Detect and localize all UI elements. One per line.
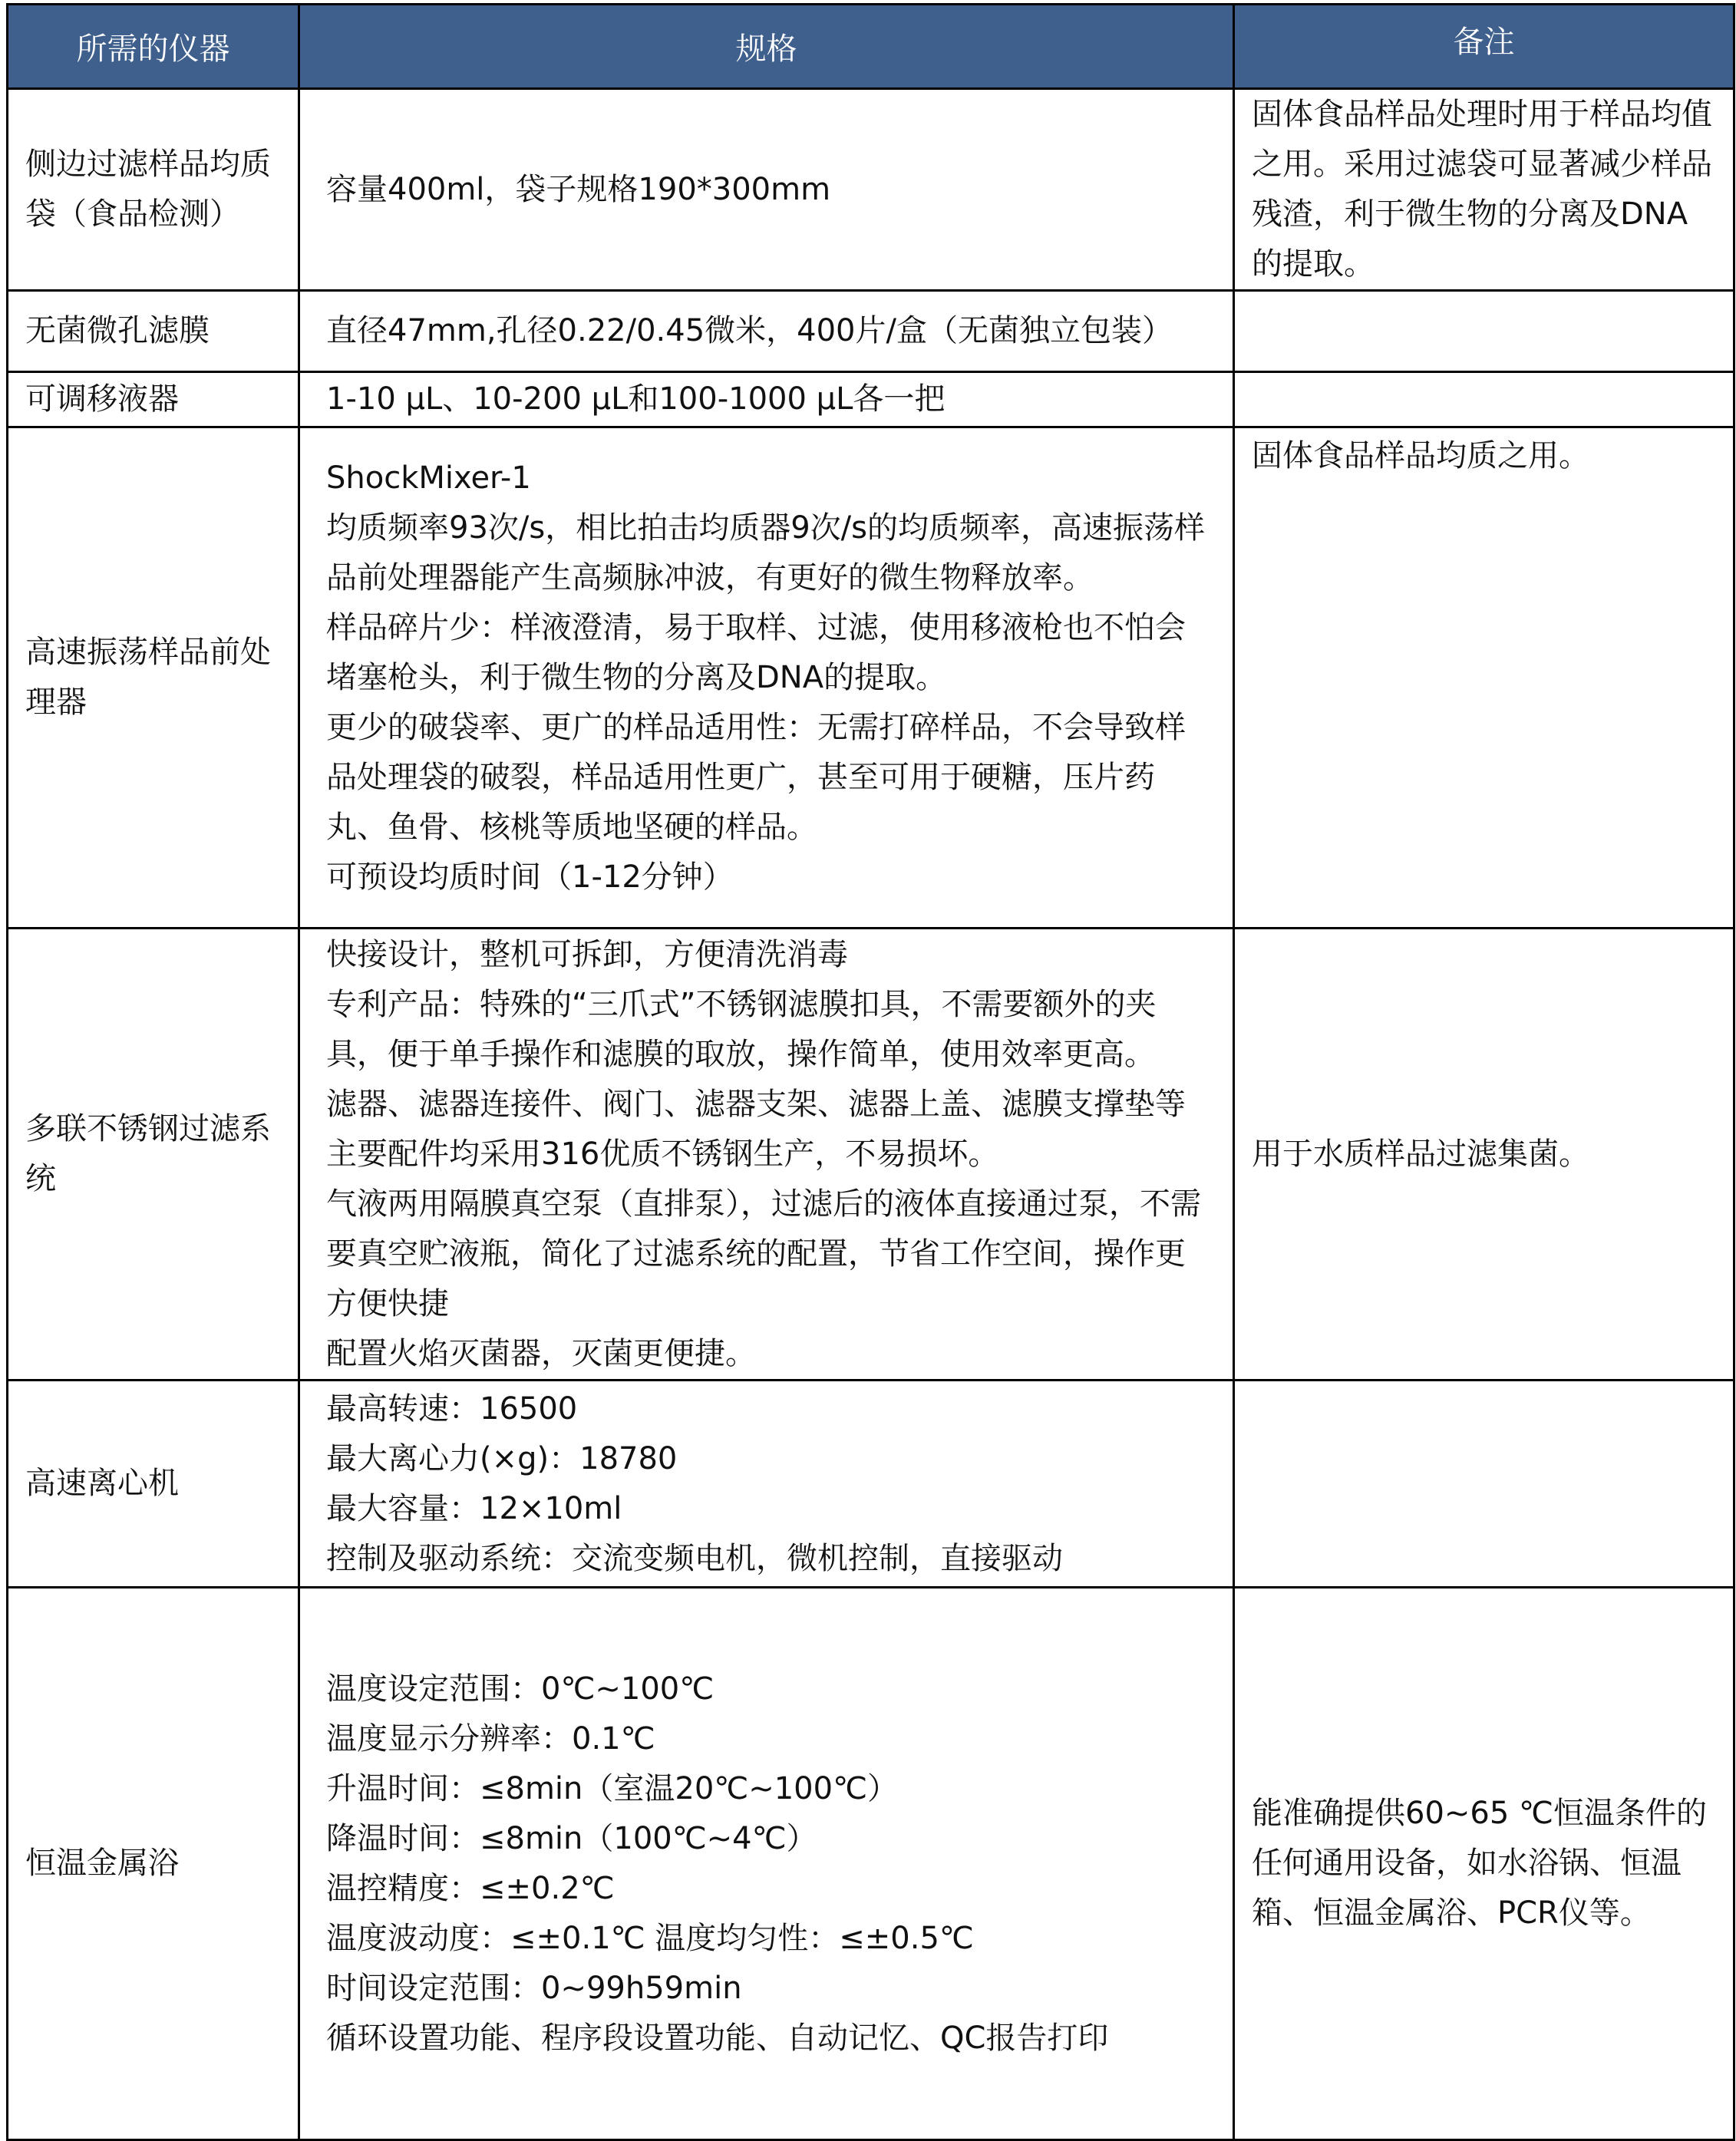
spec-cell [299, 291, 1234, 372]
spec-line: 滤器、滤器连接件、阀门、滤器支架、滤器上盖、滤膜支撑垫等主要配件均采用316优质不锈钢生产，不易损坏。 [326, 1086, 1186, 1172]
instrument-name: 高速离心机 [8, 1381, 299, 1588]
note-cell [1234, 372, 1734, 427]
note-cell: 固体食品样品处理时用于样品均值之用。采用过滤袋可显著减少样品残渣，利于微生物的分离及DNA的提取。 [1234, 89, 1734, 291]
spec-line: 最大容量：12×10ml [326, 1490, 622, 1526]
instrument-name: 高速振荡样品前处理器 [8, 427, 299, 929]
table-row [8, 89, 1734, 291]
spec-line: 容量400ml，袋子规格190*300mm [326, 171, 831, 207]
spec-line: 直径47mm,孔径0.22/0.45微米，400片/盒（无菌独立包装） [326, 313, 1173, 348]
note-cell [1234, 1381, 1734, 1588]
spec-cell [299, 89, 1234, 291]
note-cell: 用于水质样品过滤集菌。 [1234, 929, 1734, 1381]
note-cell: 能准确提供60~65 ℃恒温条件的任何通用设备，如水浴锅、恒温箱、恒温金属浴、PCR仪等。 [1234, 1588, 1734, 2140]
spec-line: 升温时间：≤8min（室温20℃~100℃） [326, 1770, 898, 1806]
spec-line: 快接设计，整机可拆卸，方便清洗消毒 [326, 936, 848, 972]
spec-line: 温度波动度：≤±0.1℃ 温度均匀性：≤±0.5℃ [326, 1920, 974, 1956]
instrument-name: 无菌微孔滤膜 [8, 291, 299, 372]
table-row [8, 1381, 1734, 1588]
instrument-name: 侧边过滤样品均质袋（食品检测） [8, 89, 299, 291]
spec-line: 时间设定范围：0~99h59min [326, 1970, 742, 2006]
header-spec: 规格 [299, 5, 1234, 89]
spec-line: 温控精度：≤±0.2℃ [326, 1870, 615, 1906]
table-row [8, 291, 1734, 372]
table-row [8, 929, 1734, 1381]
spec-line: 气液两用隔膜真空泵（直排泵），过滤后的液体直接通过泵，不需要真空贮液瓶，简化了过滤系统的配置，节省工作空间，操作更方便快捷 [326, 1186, 1201, 1321]
header-row [8, 5, 1734, 89]
instrument-name: 多联不锈钢过滤系统 [8, 929, 299, 1381]
spec-line: 可预设均质时间（1-12分钟） [326, 859, 734, 895]
spec-cell [299, 1588, 1234, 2140]
header-instrument: 所需的仪器 [8, 5, 299, 89]
note-cell: 固体食品样品均质之用。 [1234, 427, 1734, 929]
spec-line: 样品碎片少：样液澄清，易于取样、过滤，使用移液枪也不怕会堵塞枪头，利于微生物的分离及DNA的提取。 [326, 609, 1186, 695]
spec-line: 控制及驱动系统：交流变频电机，微机控制，直接驱动 [326, 1540, 1063, 1576]
table-row [8, 1588, 1734, 2140]
table-row [8, 427, 1734, 929]
spec-line: 更少的破袋率、更广的样品适用性：无需打碎样品，不会导致样品处理袋的破裂，样品适用性更广，甚至可用于硬糖，压片药丸、鱼骨、核桃等质地坚硬的样品。 [326, 709, 1186, 845]
spec-line: ShockMixer-1 [326, 460, 531, 496]
header-note: 备注 [1234, 5, 1734, 89]
instrument-name: 可调移液器 [8, 372, 299, 427]
instrument-spec-table [6, 3, 1735, 2141]
spec-line: 最高转速：16500 [326, 1390, 578, 1427]
table-row [8, 372, 1734, 427]
spec-line: 温度设定范围：0℃~100℃ [326, 1671, 715, 1707]
spec-cell [299, 1381, 1234, 1588]
spec-cell [299, 372, 1234, 427]
spec-line: 降温时间：≤8min（100℃~4℃） [326, 1820, 817, 1856]
instrument-name: 恒温金属浴 [8, 1588, 299, 2140]
spec-line: 1-10 µL、10-200 µL和100-1000 µL各一把 [326, 381, 946, 417]
spec-cell [299, 929, 1234, 1381]
note-cell [1234, 291, 1734, 372]
spec-cell [299, 427, 1234, 929]
spec-line: 配置火焰灭菌器，灭菌更便捷。 [326, 1335, 756, 1371]
spec-line: 温度显示分辨率：0.1℃ [326, 1720, 655, 1757]
spec-line: 最大离心力(×g)：18780 [326, 1440, 678, 1476]
spec-line: 专利产品：特殊的“三爪式”不锈钢滤膜扣具，不需要额外的夹具，便于单手操作和滤膜的取放，操作简单，使用效率更高。 [326, 986, 1157, 1072]
spec-line: 循环设置功能、程序段设置功能、自动记忆、QC报告打印 [326, 2020, 1109, 2056]
spec-line: 均质频率93次/s，相比拍击均质器9次/s的均质频率，高速振荡样品前处理器能产生高频脉冲波，有更好的微生物释放率。 [326, 510, 1205, 595]
